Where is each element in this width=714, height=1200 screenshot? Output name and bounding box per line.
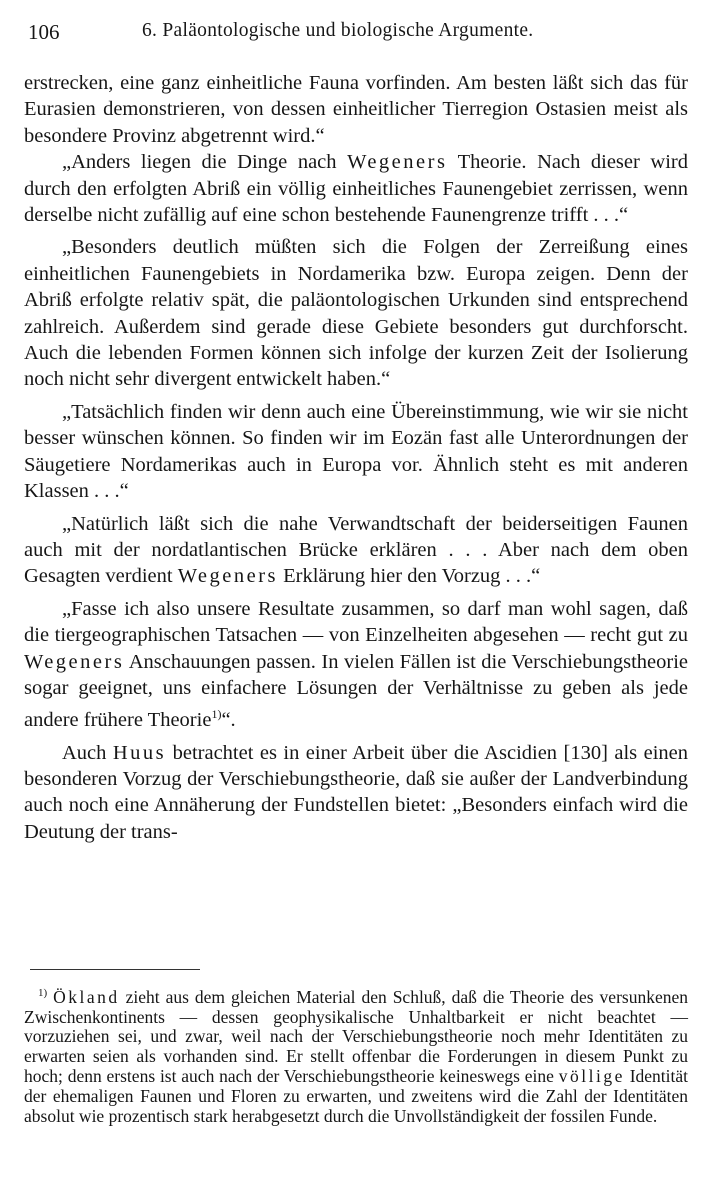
- footnote-marker: 1): [38, 987, 48, 999]
- footnote: [24, 984, 688, 1126]
- emphasis: völlige: [558, 1066, 625, 1087]
- paragraph: „Anders liegen die Dinge nach Wegeners Theorie. Nach dieser wird durch den erfolgten Abriß ein völlig einheitliches Faunengebiet zerrissen, wenn derselbe nicht zufällig auf eine schon bestehende Faunengrenze trifft . . .“: [24, 151, 688, 227]
- paragraph: erstrecken, eine ganz einheitliche Fauna vorfinden. Am besten läßt sich das für Eurasien demonstrieren, von dessen einheitlicher Tierregion Ostasien meist als besondere Provinz abgetrennt wird.“: [24, 72, 688, 147]
- running-title: 6. Paläontologische und biologische Argumente.: [142, 20, 534, 41]
- author-name: Wegeners: [177, 565, 279, 588]
- author-name: Wegeners: [347, 151, 448, 174]
- body-text: [24, 70, 688, 845]
- footnote-reference: 1): [211, 707, 222, 722]
- paragraph: „Natürlich läßt sich die nahe Verwandtschaft der beiderseitigen Faunen auch mit der nordatlantischen Brücke erklären . . . Aber nach dem oben Gesagten verdient Wegeners Erklärung hier den Vorzug . . .“: [24, 512, 688, 588]
- author-name: Huus: [112, 741, 167, 764]
- page-number: 106: [28, 20, 60, 44]
- paragraph: „Fasse ich also unsere Resultate zusammen, so darf man wohl sagen, daß die tiergeographischen Tatsachen — von Einzelheiten abgesehen — recht gut zu Wegeners Anschauungen passen. In vielen Fällen ist die Verschiebungstheorie sogar geeignet, uns einfachere Lösungen der Verhältnisse zu geben als jede andere frühere Theorie$^{1)}$“.: [24, 597, 688, 732]
- footnote-divider: [30, 969, 200, 970]
- author-name: Ökland: [53, 986, 120, 1007]
- page-header: [22, 20, 692, 50]
- footnote-text: $^{1)}$ Ökland zieht aus dem gleichen Material den Schluß, daß die Theorie des versunkenen Zwischenkontinents — dessen geophysikalische Unhaltbarkeit er nicht beachtet — vorzuziehen sei, und zwar, weil nach der Verschiebungstheorie noch mehr Identitäten zu erwarten seien als vorhanden sind. Er stellt offenbar die Forderungen in diesem Punkt zu hoch; denn erstens ist auch nach der Verschiebungstheorie keineswegs eine völlige Identität der ehemaligen Faunen und Floren zu erwarten, und zweitens wird die Zahl der Identitäten absolut wie prozentisch stark herabgesetzt durch die Unvollständigkeit der fossilen Funde.: [24, 986, 689, 1126]
- paragraph: „Tatsächlich finden wir denn auch eine Übereinstimmung, wie wir sie nicht besser wünschen können. So finden wir im Eozän fast alle Unterordnungen der Säugetiere Nordamerikas auch in Europa vor. Ähnlich steht es mit anderen Klassen . . .“: [24, 400, 688, 503]
- author-name: Wegeners: [24, 650, 125, 673]
- paragraph: „Besonders deutlich müßten sich die Folgen der Zerreißung eines einheitlichen Faunengebiets in Nordamerika bzw. Europa zeigen. Denn der Abriß erfolgte relativ spät, die paläontologischen Urkunden sind entsprechend zahlreich. Außerdem sind gerade diese Gebiete besonders gut durchforscht. Auch die lebenden Formen können sich infolge der kurzen Zeit der Isolierung noch nicht sehr divergent entwickelt haben.“: [24, 236, 688, 391]
- paragraph: Auch Huus betrachtet es in einer Arbeit über die Ascidien [130] als einen besonderen Vorzug der Verschiebungstheorie, daß sie außer der Landverbindung auch noch eine Annäherung der Fundstellen bietet: „Besonders einfach wird die Deutung der trans-: [24, 741, 688, 843]
